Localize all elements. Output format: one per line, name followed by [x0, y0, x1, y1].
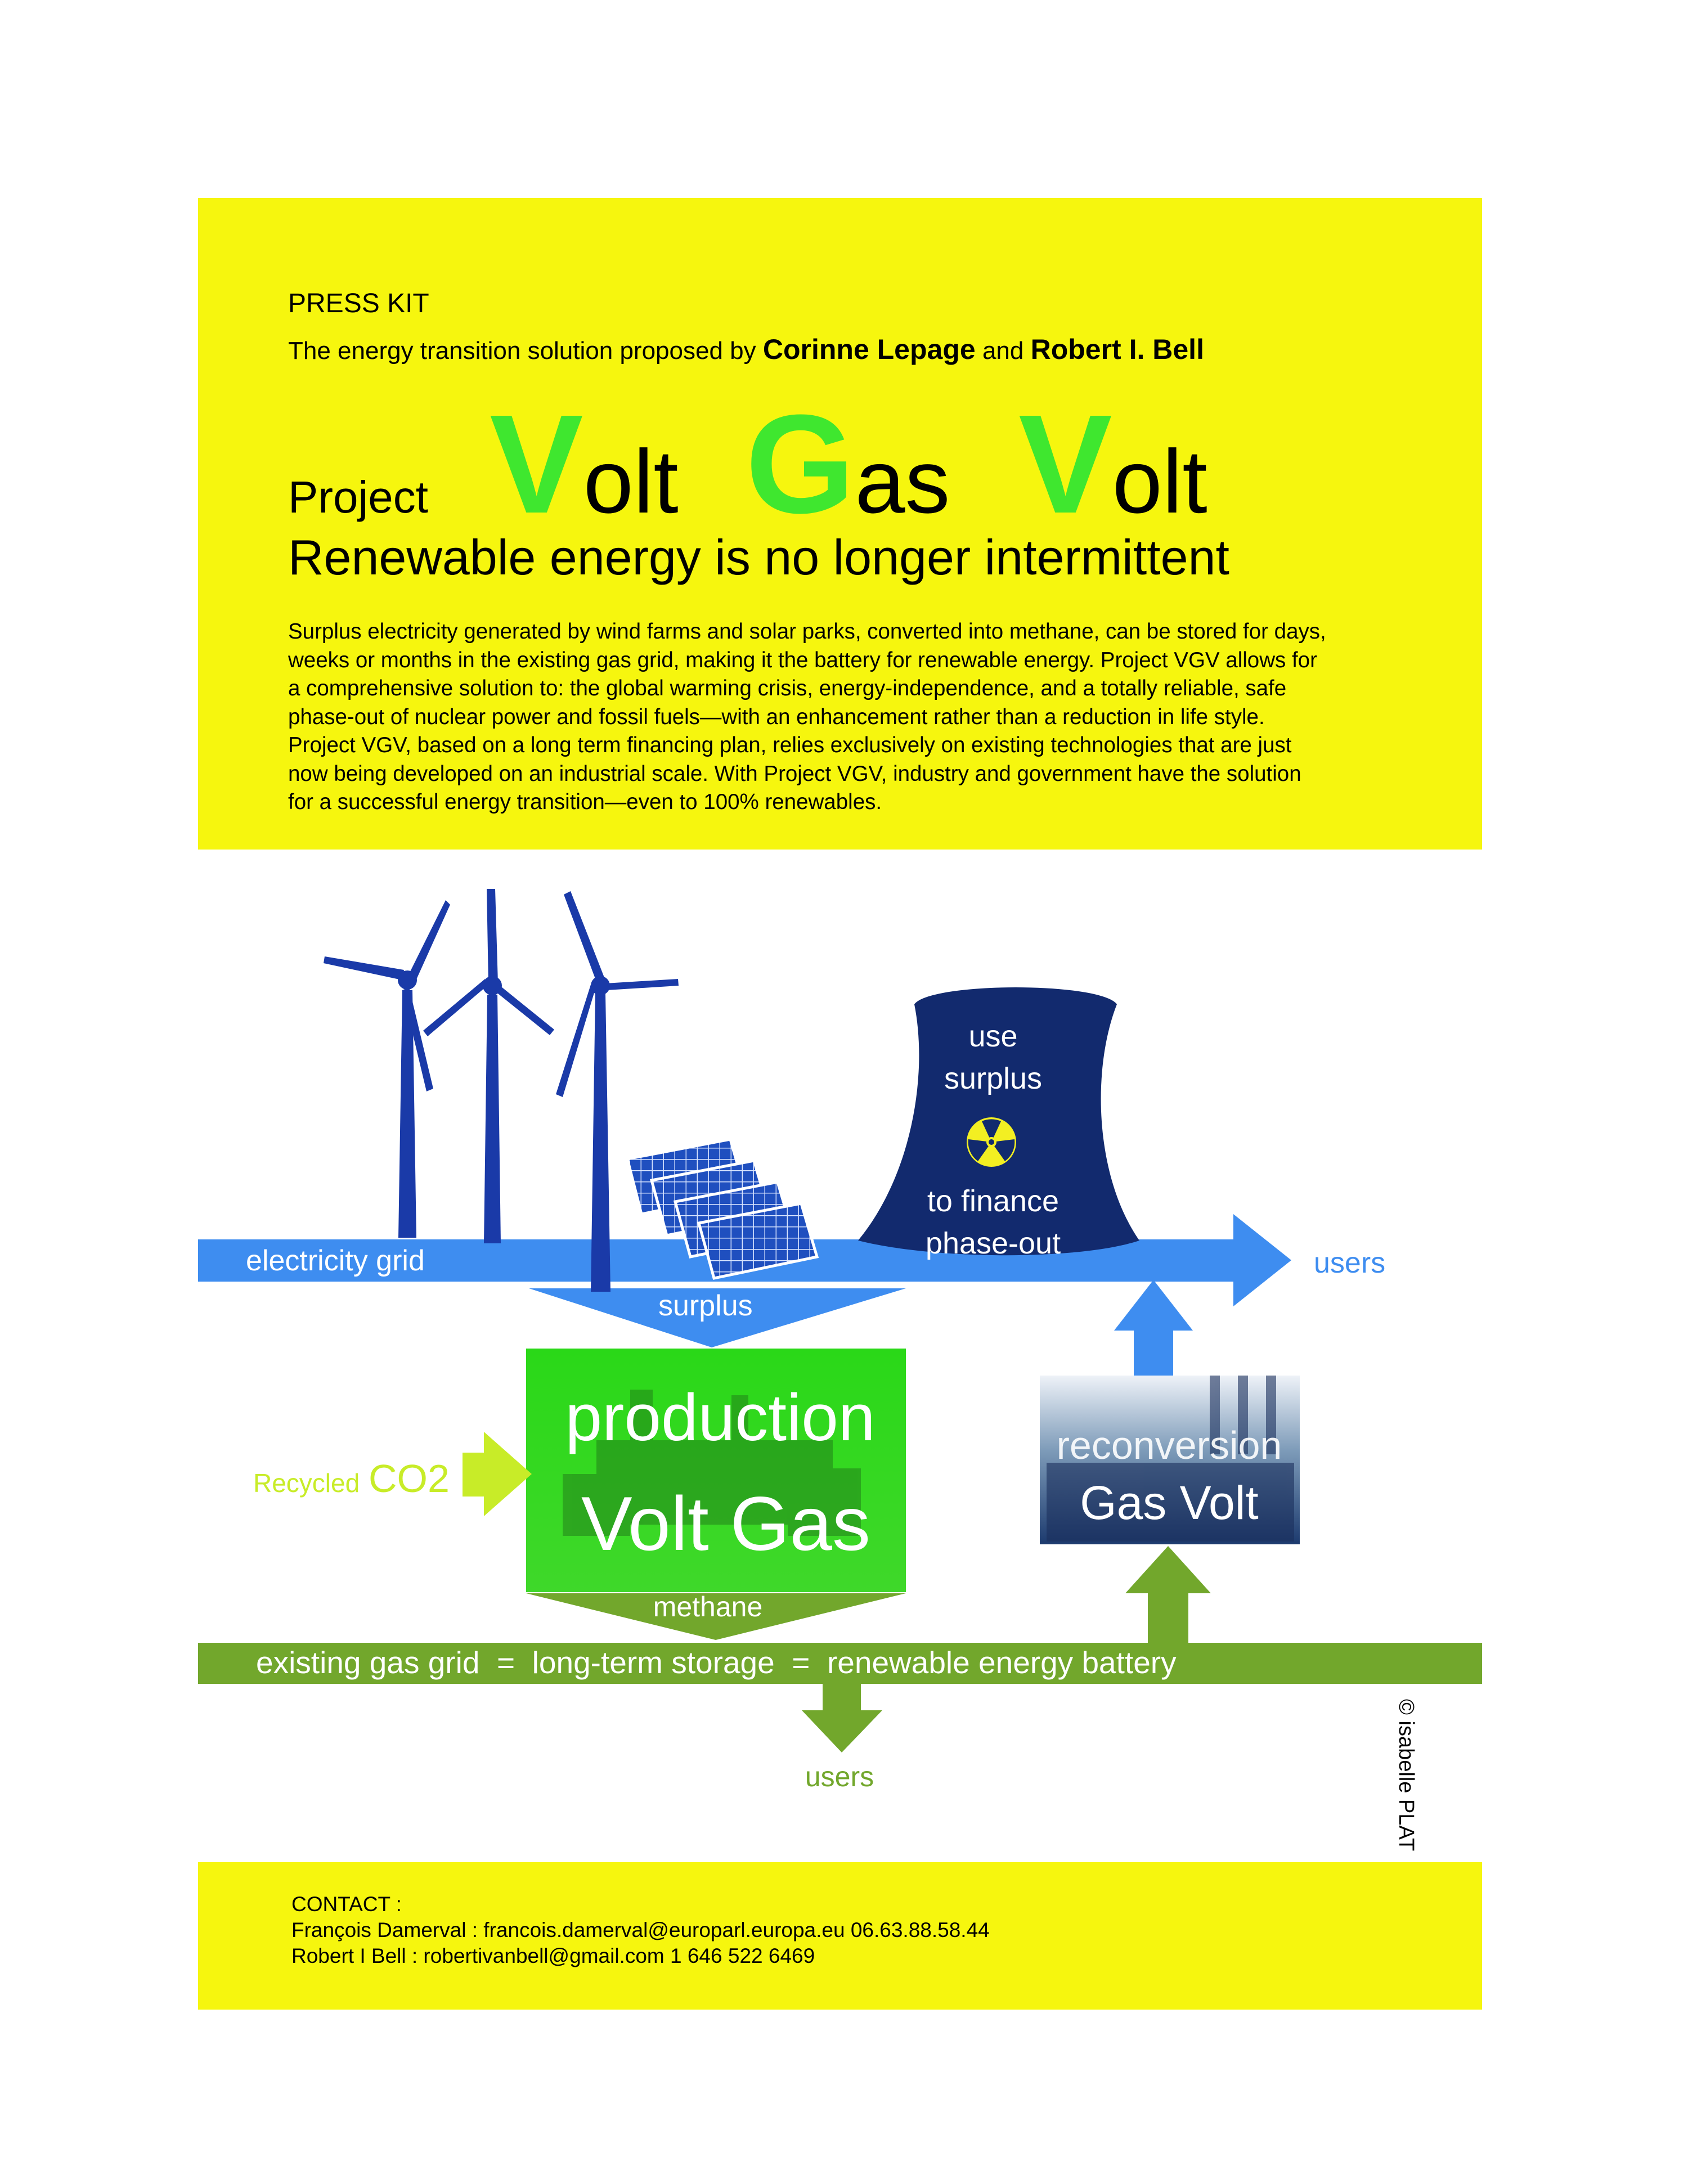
title-rest: olt	[583, 431, 679, 532]
subtitle: Renewable energy is no longer intermittent	[288, 529, 1229, 585]
surplus-label: surplus	[658, 1289, 753, 1322]
production-line1: production	[565, 1381, 876, 1455]
contact-label: CONTACT :	[291, 1893, 402, 1916]
contact-block	[291, 1891, 990, 1969]
title-rest: olt	[1112, 431, 1207, 532]
paragraph-line: now being developed on an industrial scale. With Project VGV, industry and government have the solution	[288, 761, 1301, 786]
paragraph-line: Project VGV, based on a long term financing plan, relies exclusively on existing technologies that are just	[288, 733, 1292, 757]
project-label: Project	[288, 472, 428, 522]
contact-line-1: François Damerval : francois.damerval@europarl.europa.eu 06.63.88.58.44	[291, 1918, 990, 1942]
tower-surplus-label: surplus	[944, 1062, 1043, 1095]
reconversion-line2: Gas Volt	[1080, 1476, 1259, 1529]
reconversion-up-arrow	[1114, 1280, 1193, 1381]
users-top-label: users	[1314, 1247, 1386, 1279]
wind-turbines-icon	[324, 889, 679, 1292]
methane-label: methane	[653, 1591, 763, 1623]
title-rest: as	[855, 431, 950, 532]
press-kit-label: PRESS KIT	[288, 289, 429, 318]
tower-finance-label: to finance	[927, 1184, 1060, 1218]
wind-turbine-icon	[324, 900, 450, 1238]
author-2: Robert I. Bell	[1030, 334, 1204, 365]
paragraph-line: Surplus electricity generated by wind farms and solar parks, converted into methane, can be stored for days,	[288, 619, 1326, 644]
gas-grid-label: existing gas grid = long-term storage = renewable energy battery	[256, 1645, 1177, 1680]
copyright-notice: © isabelle PLAT	[1394, 1699, 1418, 1852]
paragraph-line: weeks or months in the existing gas grid, making it the battery for renewable energy. Project VGV allows for	[288, 648, 1317, 672]
paragraph-line: for a successful energy transition—even to 100% renewables.	[288, 790, 882, 814]
paragraph-line: a comprehensive solution to: the global warming crisis, energy-independence, and a totally reliable, safe	[288, 676, 1287, 700]
gas-to-reconversion-arrow	[1125, 1546, 1211, 1643]
production-line2: Volt Gas	[581, 1481, 871, 1566]
paragraph-line: phase-out of nuclear power and fossil fuels—with an enhancement rather than a reduction in life style.	[288, 704, 1265, 729]
recycled-label: Recycled	[253, 1468, 360, 1498]
radiation-icon	[967, 1117, 1016, 1167]
title-initial: V	[1018, 385, 1112, 542]
electricity-grid-label: electricity grid	[246, 1244, 425, 1277]
byline-prefix: The energy transition solution proposed by	[288, 337, 756, 365]
wind-turbine-icon	[556, 891, 679, 1292]
gas-users-down-arrow	[802, 1684, 882, 1752]
tower-phaseout-label: phase-out	[925, 1226, 1061, 1260]
users-bottom-label: users	[805, 1761, 874, 1792]
title-initial: G	[746, 385, 855, 542]
title-initial: V	[490, 385, 583, 542]
co2-label: CO2	[369, 1457, 450, 1500]
tower-use-label: use	[968, 1019, 1018, 1053]
byline-and: and	[982, 337, 1024, 365]
reconversion-line1: reconversion	[1056, 1423, 1282, 1467]
contact-line-2: Robert I Bell : robertivanbell@gmail.com 1 646 522 6469	[291, 1944, 815, 1967]
co2-input-arrow	[463, 1432, 532, 1516]
author-1: Corinne Lepage	[762, 334, 976, 365]
wind-turbine-icon	[423, 889, 554, 1243]
